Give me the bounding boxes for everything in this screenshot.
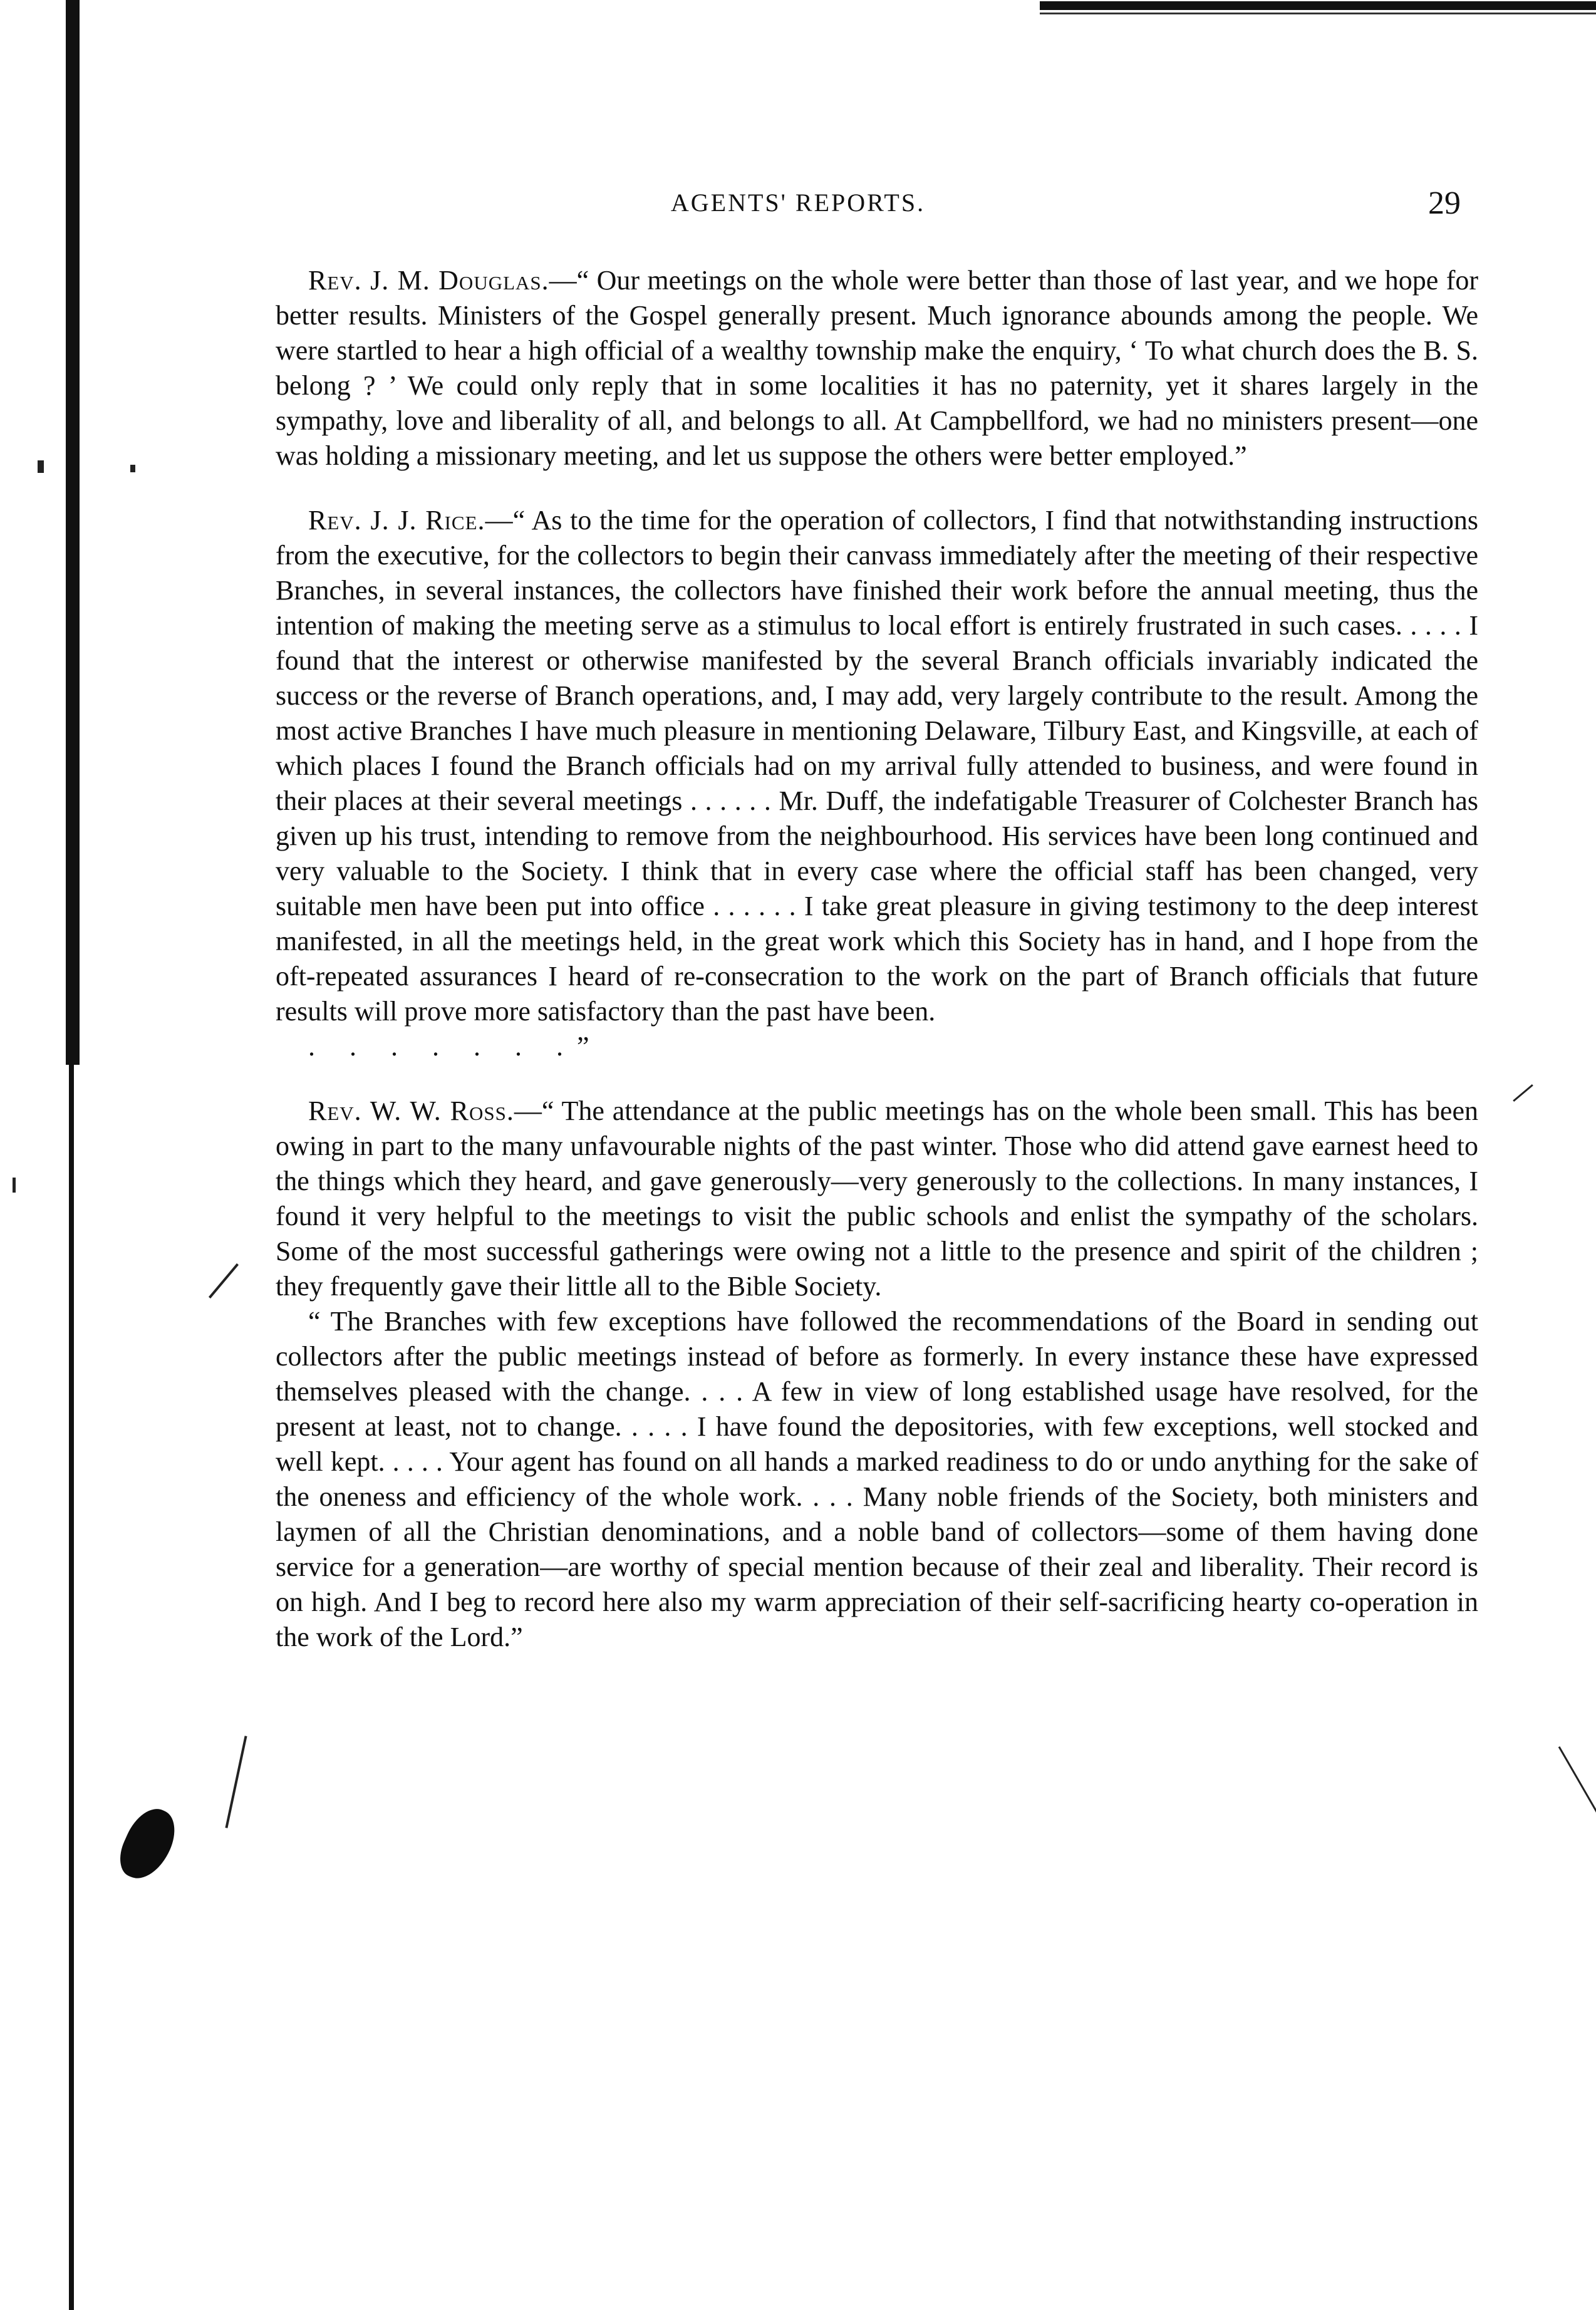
ink-speck bbox=[130, 465, 135, 472]
report-ross-continued: “ The Branches with few exceptions have followed the recommendations of the Board in sending out collectors after the public meetings instead of before as formerly. In every instance these have expressed themselves pleased with the change. . . . A few in view of long established usage have resolved, for the present at least, not to change. . . . . I have found the depositories, with few exceptions, well stocked and well kept. . . . . Your agent has found on all hands a marked readiness to do or undo anything for the sake of the oneness and efficiency of the whole work. . . . Many noble friends of the Society, both ministers and laymen of all the Christian denominations, and a noble band of collectors—some of them having done service for a generation—are worthy of special mention because of their zeal and liberality. Their record is on high. And I beg to record here also my warm appreciation of their self-sacrificing hearty co-operation in the work of the Lord.” bbox=[276, 1306, 1478, 1652]
report-text: —“ Our meetings on the whole were better than those of last year, and we hope for better results. Ministers of the Gospel generally present. Much ignorance abounds among the people. We were startled to hear a high official of a wealthy township make the enquiry, ‘ To what church does the B. S. belong ? ’ We could only reply that in some localities it has no paternity, yet it shares largely in the sympathy, love and liberality of all, and belongs to all. At Campbellford, we had no ministers present—one was holding a missionary meeting, and let us suppose the others were better employed.” bbox=[276, 265, 1478, 471]
top-edge-line bbox=[1040, 13, 1596, 14]
report-text: —“ The attendance at the public meetings has on the whole been small. This has been owing in part to the many unfavourable nights of the past winter. Those who did attend gave earnest heed to the things which they heard, and gave generously—very generously to the collections. In many instances, I found it very helpful to the meetings to visit the public schools and enlist the sympathy of the scholars. Some of the most successful gatherings were owing not a little to the presence and spirit of the children ; they frequently gave their little all to the Bible Society. bbox=[276, 1095, 1478, 1302]
running-header: AGENTS' REPORTS. bbox=[670, 189, 926, 217]
ink-blot bbox=[112, 1801, 184, 1887]
report-rice bbox=[276, 503, 1478, 1029]
ink-speck bbox=[13, 1178, 16, 1193]
ink-speck bbox=[1558, 1746, 1596, 1818]
speaker-name: Rev. J. M. Douglas. bbox=[308, 265, 549, 296]
report-text: —“ As to the time for the operation of collectors, I find that notwithstanding instructions from the executive, for the collectors to begin their canvass immediately after the meeting of their respective Branches, in several instances, the collectors have finished their work before the annual meeting, thus the intention of making the meeting serve as a stimulus to local effort is entirely frustrated in such cases. . . . . I found that the interest or otherwise manifested by the several Branch officials invariably indicated the success or the reverse of Branch operations, and, I may add, very largely contribute to the result. Among the most active Branches I have much pleasure in mentioning Delaware, Tilbury East, and Kingsville, at each of which places I found the Branch officials had on my arrival fully attended to business, and were found in their places at their several meetings . . . . . . Mr. Duff, the indefatigable Treasurer of Colchester Branch has given up his trust, intending to remove from the neighbourhood. His services have been long continued and very valuable to the Society. I think that in every case where the official staff has been changed, very suitable men have been put into office . . . . . . I take great pleasure in giving testimony to the deep interest manifested, in all the meetings held, in the great work which this Society has in hand, and I hope from the oft-repeated assurances I heard of re-consecration to the work on the part of Branch officials that future results will prove more satisfactory than the past have been. bbox=[276, 505, 1479, 1027]
ink-speck bbox=[38, 460, 44, 473]
report-closing-ellipsis: . . . . . . .” bbox=[308, 1031, 603, 1062]
binding-edge-line bbox=[69, 1065, 74, 2310]
top-edge-shadow bbox=[1040, 1, 1596, 10]
page-number: 29 bbox=[1428, 185, 1461, 221]
report-douglas bbox=[276, 263, 1478, 474]
speaker-name: Rev. W. W. Ross. bbox=[308, 1095, 514, 1126]
ink-speck bbox=[225, 1736, 247, 1828]
page-body bbox=[276, 263, 1478, 1655]
ink-speck bbox=[209, 1263, 239, 1298]
speaker-name: Rev. J. J. Rice. bbox=[308, 505, 485, 536]
binding-edge-shadow bbox=[66, 0, 80, 1065]
ink-speck bbox=[1513, 1084, 1533, 1102]
report-ross bbox=[276, 1094, 1478, 1304]
